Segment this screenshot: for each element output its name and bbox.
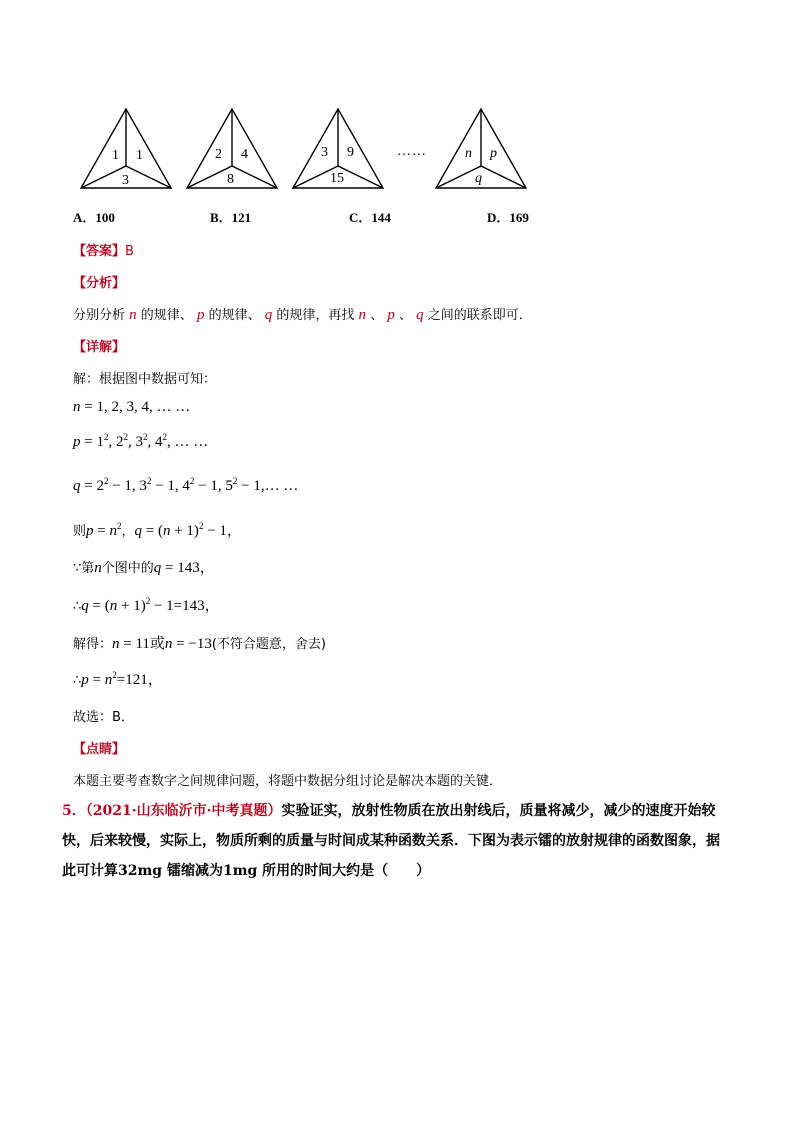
option-a: A．100 — [73, 210, 115, 225]
analysis-var: p — [387, 307, 395, 323]
analysis-text — [73, 304, 532, 324]
solution-line: 解得：n = 11或n = −13(不符合题意，舍去) — [73, 636, 326, 652]
triangle-diagram-2 — [184, 106, 280, 192]
figure-2-bottom: 8 — [227, 172, 234, 187]
figure-2 — [184, 106, 280, 192]
figure-2-right: 4 — [241, 147, 248, 162]
detail-tag — [73, 336, 125, 355]
figure-ellipsis: …… — [397, 144, 427, 159]
equation-p: $p = 1^2$, $2^2$, $3^2$, $4^2$, … … — [73, 432, 209, 450]
comment-tag-text: 【点睛】 — [73, 742, 126, 757]
condition-line: ∵第n个图中的q = 143， — [73, 560, 215, 576]
equation-solve: ∴q = $(n + 1)^2 - 1=143$， — [73, 596, 220, 614]
equation-relations: 则$p = n^2$，$q = (n + 1)^2 - 1$， — [73, 521, 242, 539]
analysis-var: n — [358, 307, 367, 323]
figure-2-left: 2 — [215, 147, 222, 162]
analysis-part: 、 — [398, 308, 412, 323]
analysis-var: q — [416, 307, 424, 323]
conclusion-line: 故选：B． — [73, 710, 134, 725]
answer-tag: 【答案】 — [73, 244, 126, 259]
figure-n-left: n — [465, 146, 472, 161]
figure-3-right: 9 — [347, 145, 354, 160]
comment-text: 本题主要考查数字之间规律问题，将题中数据分组讨论是解决本题的关键． — [73, 774, 503, 789]
analysis-part: 之间的联系即可． — [427, 308, 532, 323]
answer-line — [73, 240, 134, 259]
option-d: D．169 — [487, 210, 529, 225]
detail-intro: 解：根据图中数据可知： — [73, 372, 217, 387]
analysis-part: 分别分析 — [73, 308, 126, 323]
analysis-part: 的规律，再找 — [276, 308, 355, 323]
figure-1-right: 1 — [136, 148, 143, 163]
analysis-tag — [73, 272, 125, 291]
figure-1-left: 1 — [112, 148, 119, 163]
triangle-diagram-1 — [78, 106, 174, 192]
analysis-part: 、 — [370, 308, 384, 323]
analysis-var: n — [129, 307, 137, 323]
analysis-var: p — [196, 307, 205, 323]
figure-3-left: 3 — [321, 145, 328, 160]
result-line: ∴p = $n^2=121$， — [73, 670, 163, 688]
equation-n: n = 1, 2, 3, 4, … … — [73, 399, 191, 415]
analysis-tag-text: 【分析】 — [73, 276, 126, 291]
figure-1 — [78, 106, 174, 192]
question-5 — [62, 796, 732, 886]
figure-n-bottom: q — [475, 171, 482, 186]
figure-n — [433, 106, 529, 192]
analysis-part: 的规律、 — [208, 308, 261, 323]
figure-3 — [290, 106, 386, 192]
question-5-text: 实验证实，放射性物质在放出射线后，质量将减少，减少的速度开始较快，后来较慢，实际上，物质所剩的质量与时间成某种函数关系．下图为表示镭的放射规律的函数图象，据此可计算32mg 镭缩减为1mg 所用的时间大约是（ ） — [62, 803, 720, 879]
detail-tag-text: 【详解】 — [73, 340, 126, 355]
triangle-diagram-3 — [290, 106, 386, 192]
figure-3-bottom: 15 — [330, 171, 344, 186]
figure-1-bottom: 3 — [122, 173, 129, 188]
question-5-source: （2021·山东临沂市·中考真题） — [85, 803, 282, 819]
analysis-var: q — [264, 307, 273, 323]
equation-q: $q = 2^2 - 1$, $3^2 - 1$, $4^2 - 1$, $5^2$ − 1,… … — [73, 476, 299, 494]
figure-n-right: p — [490, 146, 497, 161]
answer-value: B — [125, 244, 134, 259]
triangle-diagram-n — [433, 106, 529, 192]
analysis-part: 的规律、 — [140, 308, 193, 323]
option-b: B．121 — [210, 210, 252, 225]
option-c: C．144 — [349, 210, 391, 225]
question-5-number: 5． — [62, 803, 86, 819]
comment-tag — [73, 738, 125, 757]
